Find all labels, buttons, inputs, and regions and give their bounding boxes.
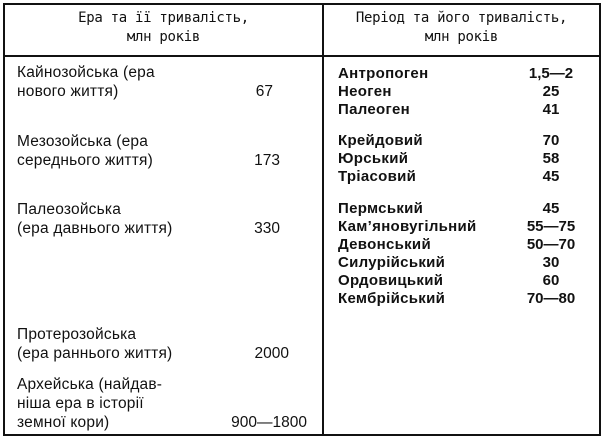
era-name-line: Мезозойська (ера (17, 133, 149, 150)
period-anthropogene-name: Антропоген (338, 65, 429, 82)
era-name-line: нового життя) (17, 83, 119, 100)
geologic-time-table (3, 3, 601, 436)
period-cambrian-name: Кембрійський (338, 290, 446, 307)
period-carboniferous-name: Кам’яновугільний (338, 218, 477, 235)
period-anthropogene-duration: 1,5—2 (528, 65, 574, 82)
period-permian-duration: 45 (542, 200, 560, 217)
era-name-line: ніша ера в історії (17, 395, 144, 412)
period-jurassic-duration: 58 (542, 150, 560, 167)
era-cenozoic-name (17, 63, 155, 101)
era-proterozoic-name (17, 325, 172, 363)
era-name-line: Архейська (найдав- (17, 376, 163, 393)
period-triassic-duration: 45 (542, 168, 560, 185)
period-paleogene-duration: 41 (542, 101, 560, 118)
era-paleozoic-duration: 330 (254, 220, 280, 237)
era-name-line: середнього життя) (17, 152, 153, 169)
era-name-line: земної кори) (17, 414, 110, 431)
era-header-line1: Ера та її тривалість, (78, 10, 249, 26)
period-jurassic-name: Юрський (338, 150, 409, 167)
period-header-line2: млн років (424, 29, 499, 45)
era-archean-name (17, 375, 162, 432)
period-header-line1: Період та його тривалість, (355, 10, 568, 26)
era-header-line2: млн років (126, 29, 201, 45)
era-name-line: (ера давнього життя) (17, 220, 173, 237)
period-silurian-name: Силурійський (338, 254, 446, 271)
period-devonian-duration: 50—70 (526, 236, 576, 253)
period-paleogene-name: Палеоген (338, 101, 411, 118)
period-cretaceous-duration: 70 (542, 132, 560, 149)
header-divider (5, 55, 599, 57)
era-name-line: Кайнозойська (ера (17, 64, 155, 81)
era-column-header (5, 9, 322, 47)
era-name-line: Протерозойська (17, 326, 137, 343)
period-carboniferous-duration: 55—75 (526, 218, 576, 235)
period-column-header (324, 9, 599, 47)
era-proterozoic-duration: 2000 (254, 345, 289, 362)
era-archean-duration: 900—1800 (231, 414, 307, 431)
period-triassic-name: Тріасовий (338, 168, 417, 185)
period-cambrian-duration: 70—80 (526, 290, 576, 307)
era-mesozoic-duration: 173 (254, 152, 280, 169)
period-silurian-duration: 30 (542, 254, 560, 271)
era-paleozoic-name (17, 200, 173, 238)
column-divider (322, 5, 324, 434)
era-name-line: (ера раннього життя) (17, 345, 173, 362)
era-cenozoic-duration: 67 (255, 83, 273, 100)
period-ordovician-name: Ордовицький (338, 272, 444, 289)
period-devonian-name: Девонський (338, 236, 431, 253)
period-ordovician-duration: 60 (542, 272, 560, 289)
period-neogene-duration: 25 (542, 83, 560, 100)
era-mesozoic-name (17, 132, 153, 170)
period-permian-name: Пермський (338, 200, 424, 217)
era-name-line: Палеозойська (17, 201, 122, 218)
period-cretaceous-name: Крейдовий (338, 132, 423, 149)
period-neogene-name: Неоген (338, 83, 392, 100)
